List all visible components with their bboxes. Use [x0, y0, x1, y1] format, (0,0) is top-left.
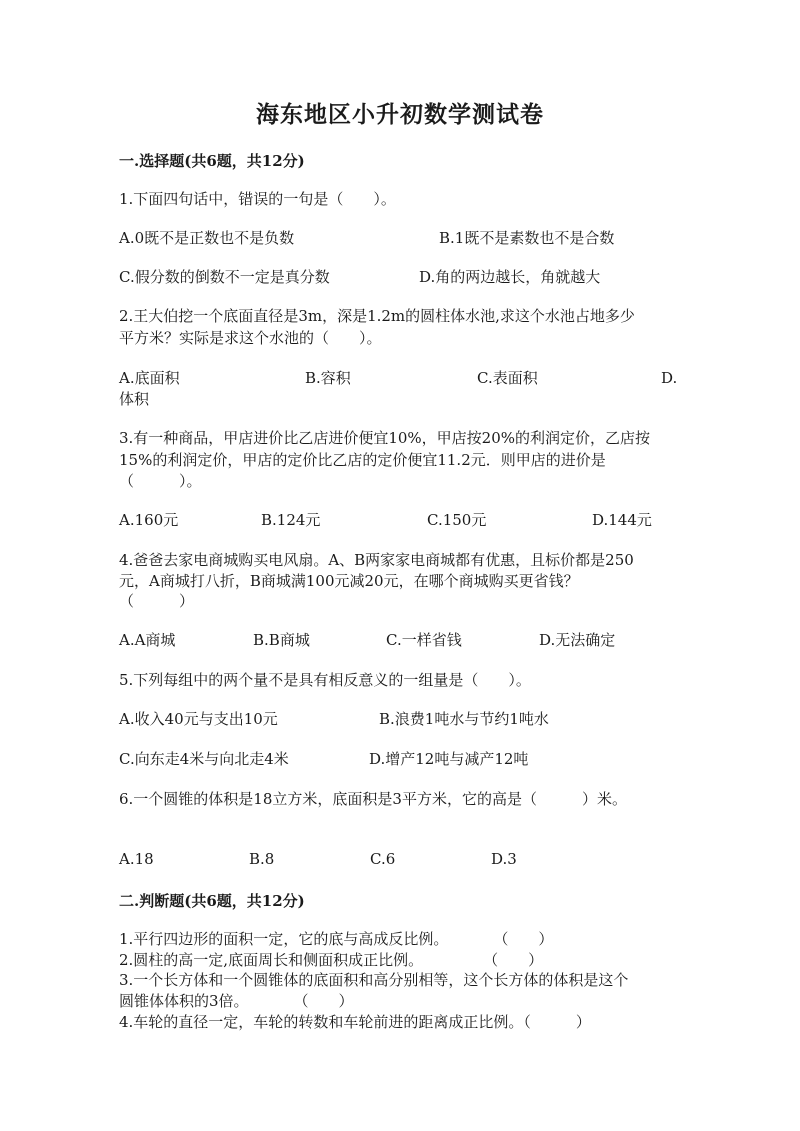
- question-4-stem-line-3: （ ）: [119, 592, 195, 610]
- question-3-option-b: B.124元: [261, 511, 321, 529]
- question-2-option-b: B.容积: [305, 369, 351, 387]
- judgment-item-2: 2.圆柱的高一定,底面周长和侧面积成正比例。 （ ）: [119, 951, 544, 969]
- question-2-stem-line-2: 平方米？实际是求这个水池的（ ）。: [119, 329, 382, 347]
- question-3-stem-line-3: （ ）。: [119, 472, 202, 490]
- question-1-option-d: D.角的两边越长，角就越大: [419, 268, 601, 286]
- question-1-option-b: B.1既不是素数也不是合数: [439, 229, 615, 247]
- question-5-stem: 5.下列每组中的两个量不是具有相反意义的一组量是（ ）。: [119, 671, 531, 689]
- question-5-option-c: C.向东走4米与向北走4米: [119, 750, 289, 768]
- question-4-option-c: C.一样省钱: [386, 631, 462, 649]
- question-4-option-b: B.B商城: [253, 631, 310, 649]
- question-3-option-a: A.160元: [119, 511, 179, 529]
- question-1-stem: 1.下面四句话中，错误的一句是（ ）。: [119, 190, 396, 208]
- section-heading-choice: 一.选择题(共6题，共12分): [119, 152, 305, 170]
- page-title: 海东地区小升初数学测试卷: [256, 101, 544, 128]
- question-6-option-a: A.18: [119, 850, 154, 868]
- question-4-option-d: D.无法确定: [539, 631, 616, 649]
- question-2-option-a: A.底面积: [119, 369, 180, 387]
- question-3-stem-line-1: 3.有一种商品，甲店进价比乙店进价便宜10%，甲店按20%的利润定价，乙店按: [119, 429, 650, 447]
- judgment-item-4: 4.车轮的直径一定，车轮的转数和车轮前进的距离成正比例。（ ）: [119, 1013, 591, 1031]
- section-heading-judgment: 二.判断题(共6题，共12分): [119, 892, 305, 910]
- question-4-option-a: A.A商城: [119, 631, 176, 649]
- question-1-option-a: A.0既不是正数也不是负数: [119, 229, 295, 247]
- question-2-option-c: C.表面积: [477, 369, 538, 387]
- question-3-stem-line-2: 15%的利润定价，甲店的定价比乙店的定价便宜11.2元．则甲店的进价是: [119, 451, 606, 469]
- judgment-item-3-line-2: 圆锥体体积的3倍。 （ ）: [119, 992, 354, 1010]
- question-2-stem-line-1: 2.王大伯挖一个底面直径是3m，深是1.2m的圆柱体水池,求这个水池占地多少: [119, 307, 635, 325]
- judgment-item-1: 1.平行四边形的面积一定，它的底与高成反比例。 （ ）: [119, 930, 554, 948]
- question-6-option-b: B.8: [249, 850, 275, 868]
- question-6-stem: 6.一个圆锥的体积是18立方米，底面积是3平方米，它的高是（ ）米。: [119, 790, 627, 808]
- question-4-stem-line-1: 4.爸爸去家电商城购买电风扇。A、B两家家电商城都有优惠，且标价都是250: [119, 551, 634, 569]
- question-5-option-a: A.收入40元与支出10元: [119, 710, 278, 728]
- question-3-option-c: C.150元: [427, 511, 487, 529]
- judgment-item-3-line-1: 3.一个长方体和一个圆锥体的底面积和高分别相等，这个长方体的体积是这个: [119, 971, 629, 989]
- question-4-stem-line-2: 元，A商城打八折，B商城满100元减20元，在哪个商城购买更省钱？: [119, 572, 579, 590]
- question-3-option-d: D.144元: [592, 511, 652, 529]
- question-1-option-c: C.假分数的倒数不一定是真分数: [119, 268, 330, 286]
- question-5-option-d: D.增产12吨与减产12吨: [369, 750, 529, 768]
- question-2-option-d-label: D.: [661, 369, 678, 387]
- question-2-option-d-text: 体积: [119, 390, 150, 408]
- question-6-option-d: D.3: [491, 850, 517, 868]
- question-6-option-c: C.6: [370, 850, 396, 868]
- question-5-option-b: B.浪费1吨水与节约1吨水: [379, 710, 549, 728]
